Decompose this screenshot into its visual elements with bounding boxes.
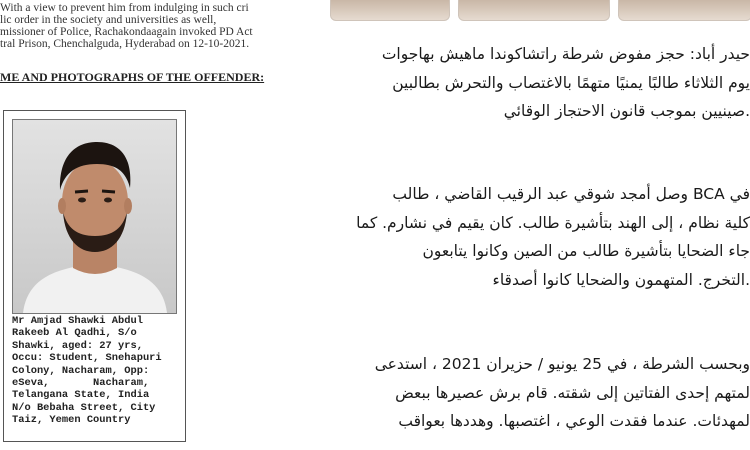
offender-card — [3, 110, 186, 442]
image-strip — [322, 0, 750, 22]
article-line: وبحسب الشرطة ، في 25 يونيو / حزيران 2021 ، استدعى — [374, 355, 750, 373]
article-paragraph — [330, 350, 750, 436]
article-line: .التخرج. المتهمون والضحايا كانوا أصدقاء — [492, 270, 750, 289]
article-line: جاء الضحايا بتأشيرة طالب من الصين وكانوا يتابعون — [422, 242, 750, 260]
article-paragraph — [330, 40, 750, 126]
offender-photo — [12, 119, 177, 314]
article-line: لمهدئات. عندما فقدت الوعي ، اغتصبها. وهددها بعواقب — [398, 412, 750, 430]
document-text-line: lic order in the society and universities as well, — [0, 14, 217, 26]
thumbnail-image — [330, 0, 450, 21]
article-body — [330, 40, 750, 450]
document-text-line: tral Prison, Chenchalguda, Hyderabad on 12-10-2021. — [0, 38, 250, 50]
thumbnail-image — [618, 0, 750, 21]
article-line: لمتهم إحدى الفتاتين إلى شقته. قام برش عصيرها ببعض — [395, 383, 750, 402]
article-line: حيدر أباد: حجز مفوض شرطة راتشاكوندا ماهيش بهاجوات — [381, 45, 750, 63]
offender-heading: ME AND PHOTOGRAPHS OF THE OFFENDER: — [0, 70, 265, 84]
thumbnail-image — [458, 0, 610, 21]
article-line: يوم الثلاثاء طالبًا يمنيًا متهمًا بالاغتصاب والتحرش بطالبين — [392, 73, 750, 92]
article-line: في BCA وصل أمجد شوقي عبد الرقيب القاضي ، طالب — [392, 185, 750, 203]
offender-portrait-image — [13, 120, 176, 313]
scanned-document — [0, 0, 322, 450]
document-text-line: missioner of Police, Rachakondaagain invoked PD Act — [0, 26, 253, 38]
article-line: .صينيين بموجب قانون الاحتجاز الوقائي — [503, 102, 750, 120]
document-text-line: With a view to prevent him from indulging in such cri — [0, 2, 249, 14]
offender-caption: Mr Amjad Shawki Abdul Rakeeb Al Qadhi, S/o Shawki, aged: 27 yrs, Occu: Student, Snehapuri Colony, Nacharam, Opp: eSeva, Nacharam, Telangana State, India N/o Bebaha Street, City Taiz, Yemen Country — [12, 315, 162, 427]
article-paragraph — [330, 180, 750, 294]
article-line: كلية نظام ، إلى الهند بتأشيرة طالب. كان يقيم في نشارم. كما — [356, 213, 750, 232]
